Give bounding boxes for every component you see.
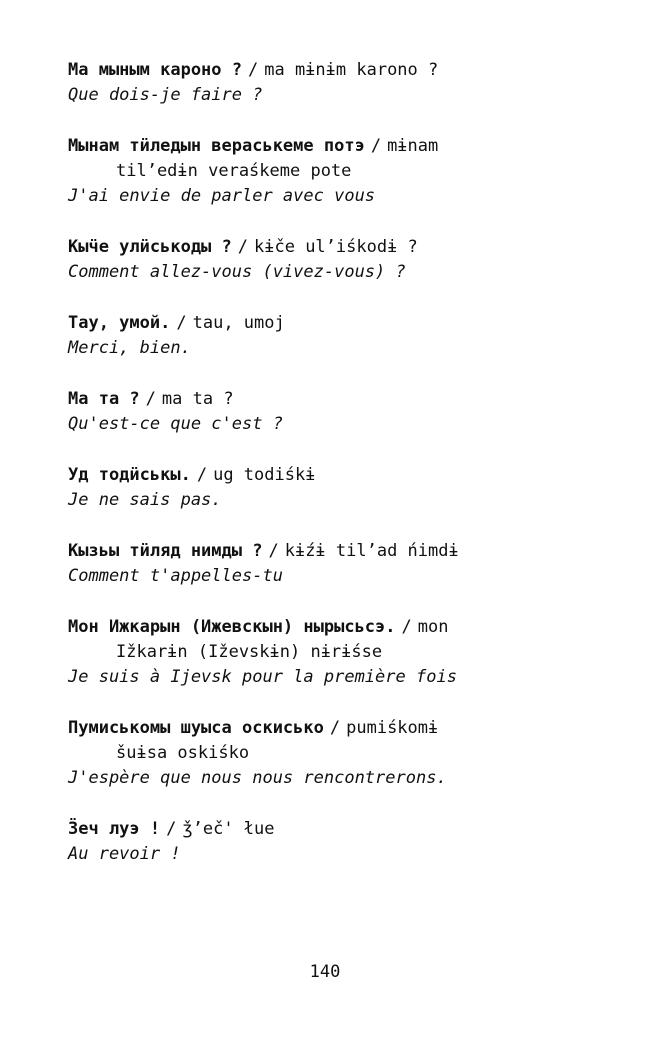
separator-slash: /: [401, 617, 412, 637]
udmurt-phrase: Тау, умой.: [68, 313, 171, 333]
phrase-entry: [68, 615, 628, 690]
udmurt-phrase: Ма та ?: [68, 389, 140, 409]
transliteration: ma mɨnɨm karono ?: [264, 60, 439, 80]
transliteration: mon: [417, 617, 449, 637]
phrase-entry: [68, 387, 628, 437]
separator-slash: /: [145, 389, 156, 409]
phrase-entry: [68, 539, 628, 589]
transliteration: ǯ’eč' łue: [182, 819, 275, 839]
separator-slash: /: [370, 136, 382, 156]
phrase-line: [68, 539, 628, 564]
udmurt-phrase: Уд тодӥськы.: [68, 465, 191, 485]
separator-slash: /: [176, 313, 187, 333]
phrase-line: [68, 58, 628, 83]
transliteration: ug todiśkɨ: [213, 465, 316, 485]
french-translation: Je suis à Ijevsk pour la première fois: [68, 667, 457, 687]
udmurt-phrase: Кызьы тӥляд нимды ?: [68, 541, 263, 561]
french-translation: J'ai envie de parler avec vous: [68, 186, 376, 206]
phrase-entry: [68, 311, 628, 361]
phrase-entry: [68, 58, 628, 108]
phrase-line: [68, 134, 628, 159]
udmurt-phrase: Мынам тӥледын вераськеме потэ: [68, 136, 365, 156]
udmurt-phrase: Мон Ижкарын (Ижевскын) нырысьсэ.: [68, 617, 396, 637]
phrase-entry: [68, 134, 628, 209]
french-translation: Au revoir !: [68, 844, 181, 864]
phrase-entry: [68, 235, 628, 285]
udmurt-phrase: Пумиськомы шуыса оскисько: [68, 718, 324, 738]
phrase-line: [68, 311, 628, 336]
french-translation: Qu'est-ce que c'est ?: [68, 414, 283, 434]
phrase-line: [68, 463, 628, 488]
separator-slash: /: [268, 541, 279, 561]
udmurt-phrase: Ма мыным кароно ?: [68, 60, 242, 80]
phrase-line: [68, 615, 628, 640]
phrase-line: [68, 235, 628, 260]
separator-slash: /: [196, 465, 208, 485]
french-translation: J'espère que nous nous rencontrerons.: [68, 768, 447, 788]
transliteration: pumiśkomɨ: [346, 718, 439, 738]
transliteration-continued: Ižkarɨn (Iževskɨn) nɨrɨśse: [116, 642, 383, 662]
french-translation: Je ne sais pas.: [68, 490, 222, 510]
phrase-entry: [68, 716, 628, 791]
phrase-line: [68, 387, 628, 412]
page-number: 140: [309, 962, 341, 982]
separator-slash: /: [237, 237, 249, 257]
separator-slash: /: [248, 60, 259, 80]
phrase-entry: [68, 817, 628, 867]
french-translation: Comment allez-vous (vivez-vous) ?: [68, 262, 406, 282]
french-translation: Comment t'appelles-tu: [68, 566, 283, 586]
udmurt-phrase: Кыӵе улӥськоды ?: [68, 237, 232, 257]
phrase-line: [68, 817, 628, 842]
french-translation: Merci, bien.: [68, 338, 191, 358]
udmurt-phrase: Ӟеч луэ !: [68, 819, 161, 839]
separator-slash: /: [166, 819, 177, 839]
separator-slash: /: [329, 718, 341, 738]
transliteration-continued: šuɨsa oskiśko: [116, 743, 250, 763]
transliteration: tau, umoj: [192, 313, 285, 333]
phrase-list: [68, 58, 628, 893]
phrase-entry: [68, 463, 628, 513]
transliteration: ma ta ?: [161, 389, 234, 409]
french-translation: Que dois-je faire ?: [68, 85, 263, 105]
transliteration-continued: til’edɨn veraśkeme pote: [116, 161, 352, 181]
phrase-line: [68, 716, 628, 741]
transliteration: mɨnam: [387, 136, 439, 156]
transliteration: kɨźɨ til’ad ńimdɨ: [284, 541, 459, 561]
transliteration: kɨče ul’iśkodɨ ?: [254, 237, 418, 257]
